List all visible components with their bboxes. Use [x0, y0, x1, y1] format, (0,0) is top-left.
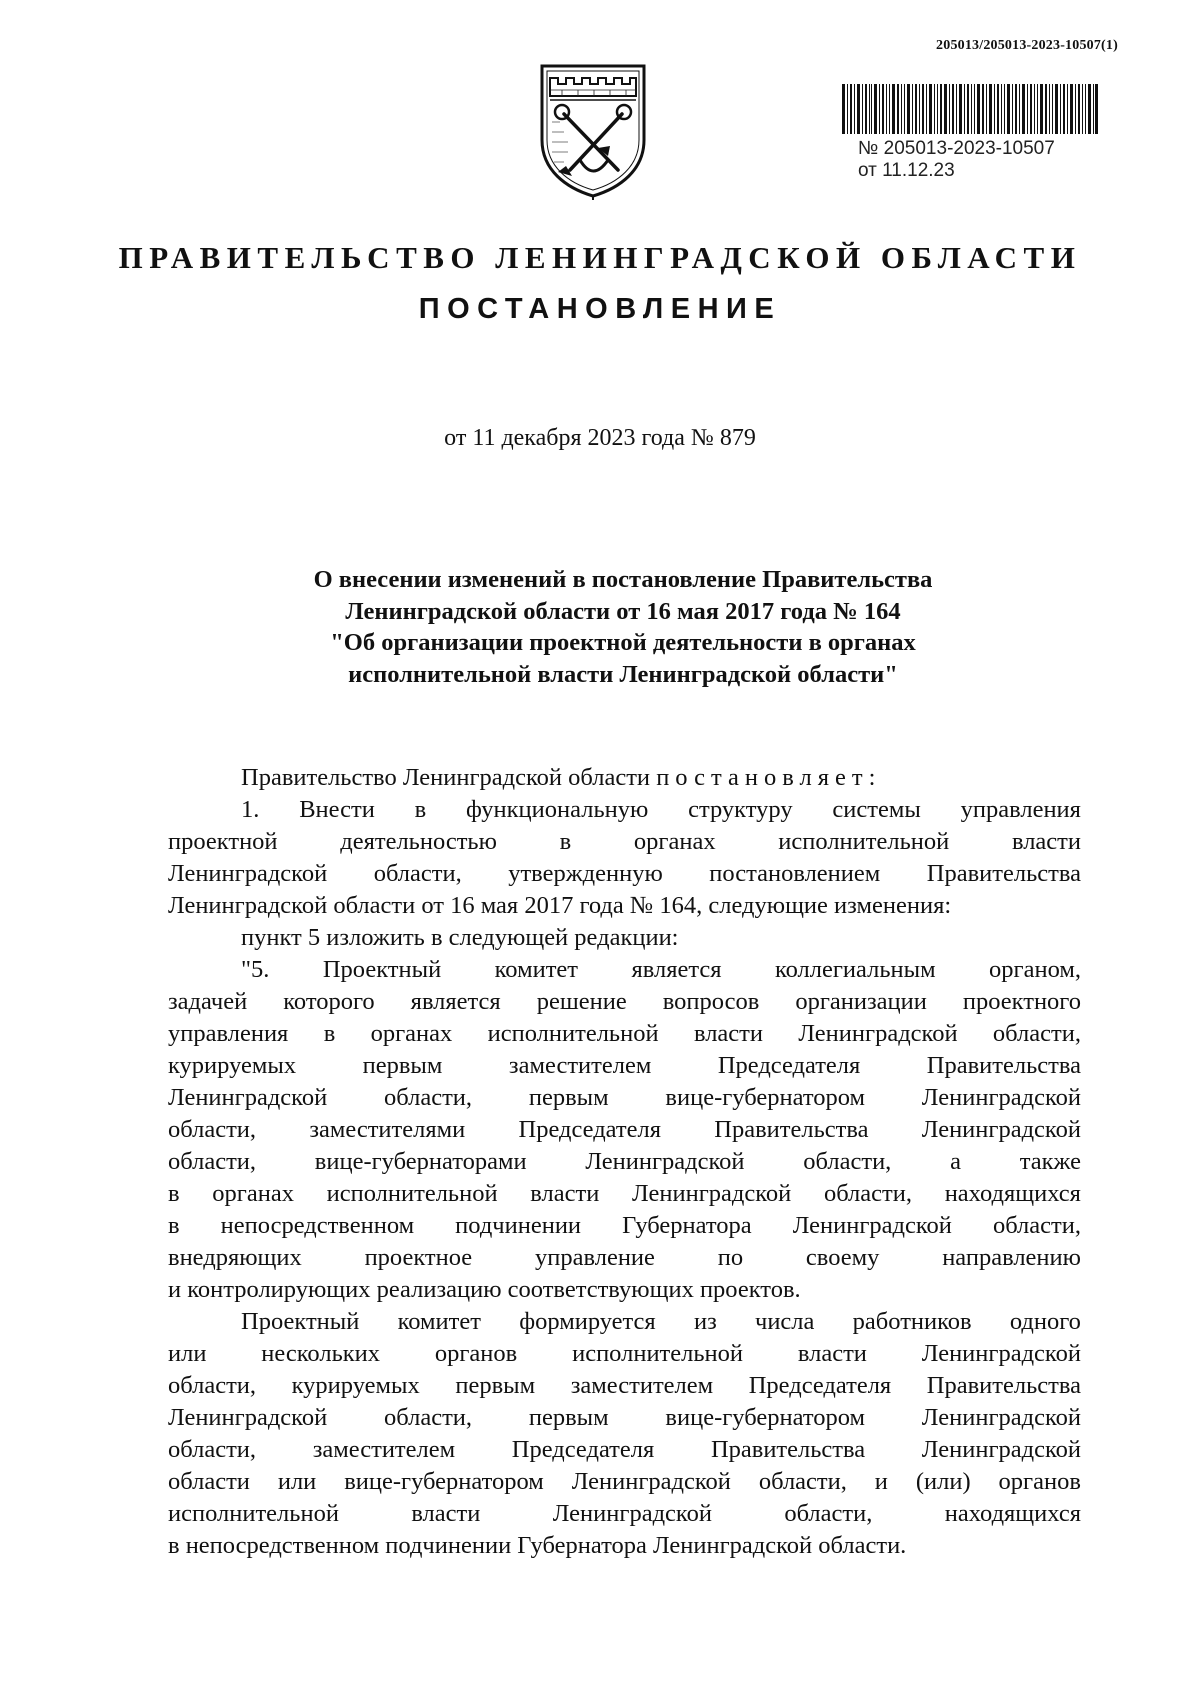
word: исполнительной	[168, 1500, 339, 1527]
decree-date: от 11 декабря 2023 года № 879	[444, 425, 756, 451]
document-id: 205013/205013-2023-10507(1)	[936, 38, 1118, 53]
word: Председателя	[717, 1052, 861, 1079]
word: заместителем	[570, 1372, 714, 1399]
paragraph-line	[168, 954, 1081, 986]
word: Проектный	[241, 1308, 360, 1335]
word: постановлением	[709, 860, 881, 887]
word: органах	[370, 1020, 453, 1047]
word: заместителями	[309, 1116, 466, 1143]
word: также	[1019, 1148, 1081, 1175]
word: курируемых	[168, 1052, 297, 1079]
word: власти	[411, 1500, 481, 1527]
word: области,	[384, 1404, 473, 1431]
word: области,	[373, 860, 462, 887]
paragraph-1	[168, 794, 1081, 922]
word: или	[168, 1340, 207, 1367]
intro-line	[168, 762, 1081, 794]
paragraph-3	[168, 954, 1081, 1306]
word: Ленинградской	[792, 1212, 952, 1239]
paragraph-line	[168, 1178, 1081, 1210]
word: работников	[852, 1308, 972, 1335]
word: исполнительной	[572, 1340, 744, 1367]
paragraph-line	[168, 1306, 1081, 1338]
word: из	[693, 1308, 717, 1335]
word: Проектный	[322, 956, 442, 983]
word: курируемых	[291, 1372, 420, 1399]
word: исполнительной	[778, 828, 950, 855]
word: Ленинградской	[168, 1404, 328, 1431]
word: вопросов	[662, 988, 760, 1015]
word: нескольких	[261, 1340, 381, 1367]
word: находящихся	[944, 1500, 1081, 1527]
word: первым	[528, 1084, 609, 1111]
word: функциональную	[466, 796, 649, 823]
word: вице-губернатором	[665, 1404, 865, 1431]
word: Правительства	[926, 1372, 1081, 1399]
word: Ленинградской	[921, 1436, 1081, 1463]
word: одного	[1009, 1308, 1081, 1335]
paragraph-line	[168, 986, 1081, 1018]
word: комитет	[397, 1308, 481, 1335]
word: области,	[992, 1212, 1081, 1239]
subject-line: О внесении изменений в постановление Правительства	[313, 566, 933, 593]
word: "5.	[241, 956, 270, 983]
paragraph-2: пункт 5 изложить в следующей редакции:	[241, 924, 679, 951]
word: внедряющих	[168, 1244, 302, 1271]
paragraph-line: и контролирующих реализацию соответствующих проектов.	[168, 1276, 801, 1303]
word: первым	[528, 1404, 609, 1431]
word: структуру	[688, 796, 793, 823]
coat-of-arms-icon	[538, 62, 648, 200]
word: или	[277, 1468, 317, 1495]
word: области,	[803, 1148, 892, 1175]
word: утвержденную	[508, 860, 663, 887]
paragraph-line	[168, 1338, 1081, 1370]
word: органах	[212, 1180, 294, 1207]
decree-subject	[160, 564, 1086, 690]
word: которого	[283, 988, 375, 1015]
word: вице-губернаторами	[314, 1148, 527, 1175]
word: (или)	[915, 1468, 971, 1495]
word: по	[717, 1244, 744, 1271]
word: Внести	[299, 796, 375, 823]
word: числа	[755, 1308, 815, 1335]
word: Ленинградской	[798, 1020, 958, 1047]
subject-line: "Об организации проектной деятельности в органах	[330, 629, 916, 656]
word: в	[414, 796, 427, 823]
word: органов	[998, 1468, 1081, 1495]
word: задачей	[168, 988, 248, 1015]
word: исполнительной	[487, 1020, 659, 1047]
government-title: ПРАВИТЕЛЬСТВО ЛЕНИНГРАДСКОЙ ОБЛАСТИ	[118, 240, 1082, 275]
word: в	[323, 1020, 336, 1047]
paragraph-line	[168, 1082, 1081, 1114]
word: управления	[960, 796, 1081, 823]
word: формируется	[519, 1308, 656, 1335]
paragraph-line	[168, 1210, 1081, 1242]
word: подчинении	[455, 1212, 582, 1239]
word: направлению	[942, 1244, 1081, 1271]
paragraph-line	[168, 1370, 1081, 1402]
word: первым	[362, 1052, 443, 1079]
word: Правительства	[710, 1436, 866, 1463]
paragraph-line	[168, 858, 1081, 890]
word: решение	[536, 988, 627, 1015]
word: проектного	[962, 988, 1081, 1015]
word: Ленинградской	[632, 1180, 792, 1207]
word: управление	[534, 1244, 655, 1271]
word: деятельностью	[340, 828, 497, 855]
intro-decides: постановляет:	[656, 764, 882, 791]
word: 1.	[241, 796, 260, 823]
barcode-icon	[842, 84, 1098, 134]
word: Ленинградской	[168, 1084, 328, 1111]
word: власти	[1011, 828, 1081, 855]
word: власти	[797, 1340, 867, 1367]
word: является	[631, 956, 722, 983]
word: власти	[693, 1020, 763, 1047]
decree-title: ПОСТАНОВЛЕНИЕ	[418, 293, 782, 325]
word: находящихся	[944, 1180, 1081, 1207]
paragraph-line	[168, 1050, 1081, 1082]
word: заместителем	[312, 1436, 456, 1463]
paragraph-line	[168, 1402, 1081, 1434]
registration-date: от 11.12.23	[858, 160, 955, 181]
word: вице-губернатором	[665, 1084, 865, 1111]
word: Правительства	[714, 1116, 869, 1143]
word: комитет	[494, 956, 578, 983]
word: Ленинградской	[921, 1340, 1081, 1367]
word: области	[168, 1468, 250, 1495]
paragraph-line	[168, 1018, 1081, 1050]
word: коллегиальным	[774, 956, 936, 983]
word: Ленинградской	[552, 1500, 712, 1527]
word: проектное	[364, 1244, 473, 1271]
word: первым	[455, 1372, 536, 1399]
paragraph-line	[168, 1114, 1081, 1146]
word: вице-губернатором	[344, 1468, 544, 1495]
word: организации	[795, 988, 927, 1015]
subject-line: Ленинградской области от 16 мая 2017 года № 164	[345, 597, 901, 625]
word: исполнительной	[326, 1180, 498, 1207]
word: Председателя	[511, 1436, 655, 1463]
paragraph-line	[168, 1498, 1081, 1530]
word: органов	[434, 1340, 518, 1367]
word: системы	[832, 796, 921, 823]
word: области,	[784, 1500, 873, 1527]
paragraph-line	[168, 1466, 1081, 1498]
word: органах	[633, 828, 716, 855]
word: органом,	[989, 956, 1081, 983]
word: Ленинградской	[168, 860, 328, 887]
word: Ленинградской	[585, 1148, 745, 1175]
word: а	[950, 1148, 961, 1175]
paragraph-4	[168, 1306, 1081, 1562]
decree-body	[168, 762, 1081, 1562]
paragraph-line	[168, 794, 1081, 826]
word: Ленинградской	[921, 1404, 1081, 1431]
word: области,	[823, 1180, 912, 1207]
word: непосредственном	[220, 1212, 415, 1239]
word: своему	[805, 1244, 880, 1271]
word: в	[168, 1212, 180, 1239]
word: в	[168, 1180, 180, 1207]
subject-line: исполнительной власти Ленинградской области"	[348, 660, 898, 688]
word: области,	[168, 1116, 257, 1143]
word: Правительства	[926, 1052, 1081, 1079]
word: Ленинградской	[921, 1116, 1081, 1143]
word: области,	[758, 1468, 847, 1495]
word: Ленинградской	[571, 1468, 731, 1495]
word: Губернатора	[622, 1212, 752, 1239]
paragraph-line: в непосредственном подчинении Губернатора Ленинградской области.	[168, 1532, 907, 1559]
word: области,	[168, 1148, 257, 1175]
word: области,	[168, 1436, 257, 1463]
paragraph-line	[168, 826, 1081, 858]
word: Ленинградской	[921, 1084, 1081, 1111]
word: является	[410, 988, 501, 1015]
paragraph-line	[168, 1146, 1081, 1178]
paragraph-line	[168, 1242, 1081, 1274]
word: Правительства	[926, 860, 1081, 887]
paragraph-line: Ленинградской области от 16 мая 2017 года № 164, следующие изменения:	[168, 892, 952, 919]
word: управления	[168, 1020, 289, 1047]
word: заместителем	[508, 1052, 652, 1079]
intro-text: Правительство Ленинградской области	[241, 764, 657, 791]
registration-number: № 205013-2023-10507	[858, 138, 1055, 159]
word: области,	[384, 1084, 473, 1111]
registration-stamp	[858, 138, 1055, 182]
word: Председателя	[518, 1116, 661, 1143]
word: проектной	[168, 828, 278, 855]
word: и	[874, 1468, 888, 1495]
word: Председателя	[748, 1372, 892, 1399]
word: власти	[530, 1180, 600, 1207]
word: области,	[992, 1020, 1081, 1047]
paragraph-line	[168, 1434, 1081, 1466]
word: области,	[168, 1372, 257, 1399]
word: в	[559, 828, 572, 855]
